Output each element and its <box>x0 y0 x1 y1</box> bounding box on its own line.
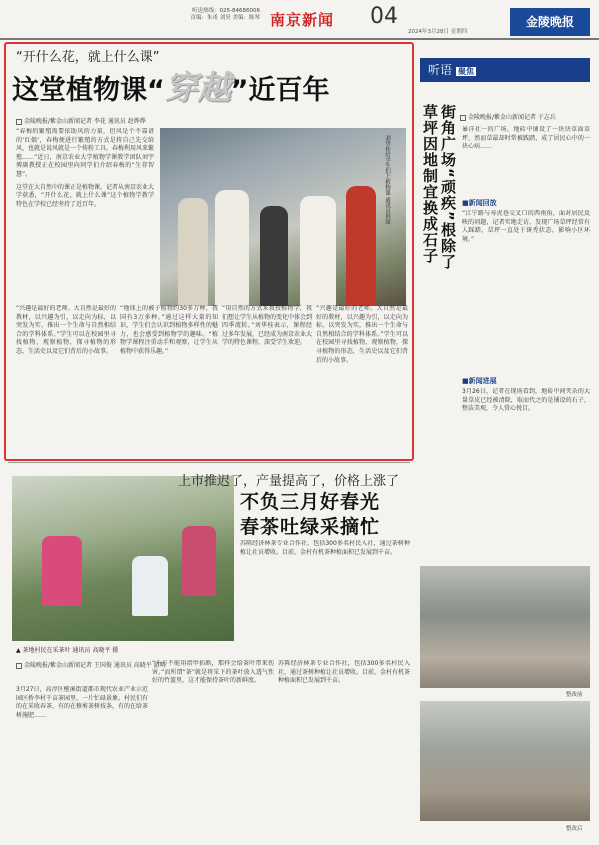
story3-intro <box>462 126 590 196</box>
story2-headline-1: 不负三月好春光 <box>240 491 381 513</box>
headline-part: 这堂植物课“ <box>12 75 165 106</box>
section-heading-progress: ■新闻进展 <box>462 377 497 385</box>
paragraph: “江宁路与寿虎巷交叉口的西南角，面对居民反映的问题，记者实地走访，发现广场草坪经常有人踩踏，草坪一直处于斑秃状态，影响小区环境。” <box>462 210 590 243</box>
story1-kicker: “开什么花，就上什么课” <box>16 50 160 65</box>
paragraph: “春梅的繁殖需要依助风的力量，但风是个不靠谱的‘红娘’，春梅便进行繁殖的方式是将自己先交给风，也就是说风就是一个传粉工具，春梅利用风来繁殖……”近日，南京农业大学植物学课教学团队刘宇博副教授正在校园里向同学们介绍春梅的“生存智慧”。 <box>16 128 154 178</box>
paper-logo: 金陵晚报 <box>510 8 590 36</box>
story3-byline <box>460 112 556 121</box>
paragraph: 这堂在大自然中的课正是植物课，记者从南京农业大学获悉，“开什么花，就上什么课”这个植物学教学特色在学校已经坚持了近百年。 <box>16 183 154 208</box>
plaza-before-photo <box>420 566 590 688</box>
story2-headline-2: 春茶吐绿采摘忙 <box>240 516 381 538</box>
paragraph: 苏陈经济林茶专业合作社，包括300多名村民入社，通过茶树种植让社员增收。目前，金村有机茶种植面积已发展到千亩。 <box>278 660 410 685</box>
paragraph: “兴趣是最好的老师。大自然是最好的教材，以兴趣为引，以走向为标，以突发为实，推出一个生命与自然相结合的学科体系。”学生可以在校园里寻找植物，观察植物，探寻植物的形态，生活史以及它们背后的小故事。 <box>316 305 408 364</box>
story2-col4 <box>278 660 410 836</box>
listen-tag: 聚焦 <box>458 67 475 76</box>
paragraph: “千万不能用指甲掐断，那样会给茶叶带来伤害。”而所谓“茶”就是将采下的茶叶放入透气性好的竹篮里，这才能保持茶叶的新鲜度。 <box>152 660 274 685</box>
after-tag: 整改后 <box>566 826 583 832</box>
headline-part: ”近百年 <box>230 75 330 106</box>
story1-headline <box>12 62 330 109</box>
masthead-rule <box>0 38 599 40</box>
byline-text: 金陵晚报/紫金山新闻记者 李花 通讯员 赵烨烨 <box>24 118 146 125</box>
story1-col1 <box>16 128 154 298</box>
story2-col2 <box>152 660 274 836</box>
before-tag: 整改前 <box>566 692 583 698</box>
paragraph: “用自然的方式来教授植物学，我们想让学生从植物的变化中体会到四季流转。”刘华桂表示，课程经过多年发展，已经成为南京农业大学的特色课程，深受学生欢迎。 <box>222 305 312 347</box>
paragraph: 3月27日，高淳区桠溪街道都市现代农业产业示范园区桥李村千亩茶园里，一片忙碌景象。村民们有的在采收春茶，有的在修剪茶树枝条，有的在给茶树施肥…… <box>16 686 148 719</box>
byline-text: 金陵晚报/紫金山新闻记者 王国俊 通讯员 高晓平 游明 <box>24 662 166 669</box>
headline-emphasis: 穿越 <box>164 68 231 107</box>
editors: 首编：朱甬 刘昊 美编：陈琴 <box>190 15 260 21</box>
plant-class-photo <box>160 128 406 306</box>
story2-col3 <box>240 540 410 650</box>
paragraph: 苏陈经济林茶专业合作社，包括300多名村民入社，通过茶树种植让社员增收。目前，金村有机茶种植面积已发展到千亩。 <box>240 540 410 556</box>
paragraph: 3月26日，记者在现场看到，地砖中间夹杂的大量草皮已经被清除，取而代之的是铺设的石子，整洁美观，令人赏心悦目。 <box>462 388 590 413</box>
section-heading-review: ■新闻回放 <box>462 199 497 207</box>
square-icon <box>460 115 466 121</box>
story1-col5 <box>316 305 408 457</box>
story2-col1 <box>16 686 148 836</box>
story3-para1 <box>462 210 590 370</box>
listen-banner <box>420 58 590 82</box>
story1-col3 <box>120 305 218 457</box>
story3-headline-b: 街角广场“顽疾”根除了 <box>439 104 457 270</box>
photo2-caption: ▲ 茶地村民在采茶叶 通讯员 高晓平 摄 <box>16 647 119 654</box>
issue-date: 2024年3月28日 星期四 <box>408 29 468 35</box>
story-separator <box>8 462 410 463</box>
story1-col2 <box>16 305 116 457</box>
masthead-info <box>178 8 260 22</box>
page-number: 04 <box>370 4 398 29</box>
story1-col4 <box>222 305 312 457</box>
listen-label: 听语 <box>428 63 453 77</box>
square-icon <box>16 663 22 669</box>
square-icon <box>16 119 22 125</box>
byline-text: 金陵晚报/紫金山新闻记者 于志兵 <box>468 114 556 121</box>
story2-kicker: 上市推迟了，产量提高了，价格上涨了 <box>178 474 400 489</box>
section-title: 南京新闻 <box>270 11 335 29</box>
paragraph: 暴洋社一的广场，地砖中铺设了一块块草面草坪，然而草最却时常被践踏，成了居民心中的一块心病…… <box>462 126 590 151</box>
paragraph: “地球上的被子植物约30多万种，我国有3万多种。”通过这样大量的知识，学生们会认识到植物多样性的魅力，也会感受到植物学的趣味。“植物学课程注重动手和观察，让学生从植物中获得乐趣。” <box>120 305 218 355</box>
tea-picking-photo <box>12 476 234 641</box>
story3-para2 <box>462 388 590 558</box>
story1-byline <box>16 116 146 125</box>
photo1-caption: 刘华桂给学生们上植物课 通讯员供图 <box>384 135 390 225</box>
hotline: 听送热线：025-84686006 <box>192 8 260 14</box>
paragraph: “兴趣是最好的老师。大自然是最好的教材，以兴趣为引，以走向为标，以突发为实，推出一个生命与自然相结合的学科体系。”学生可以在校园里寻找植物，观察植物，探寻植物的形态，生活史以及它们背后的小故事。 <box>16 305 116 355</box>
plaza-after-photo <box>420 701 590 821</box>
story3-headline-a: 草坪因地制宜换成石子 <box>421 104 439 264</box>
story2-byline <box>16 660 166 669</box>
